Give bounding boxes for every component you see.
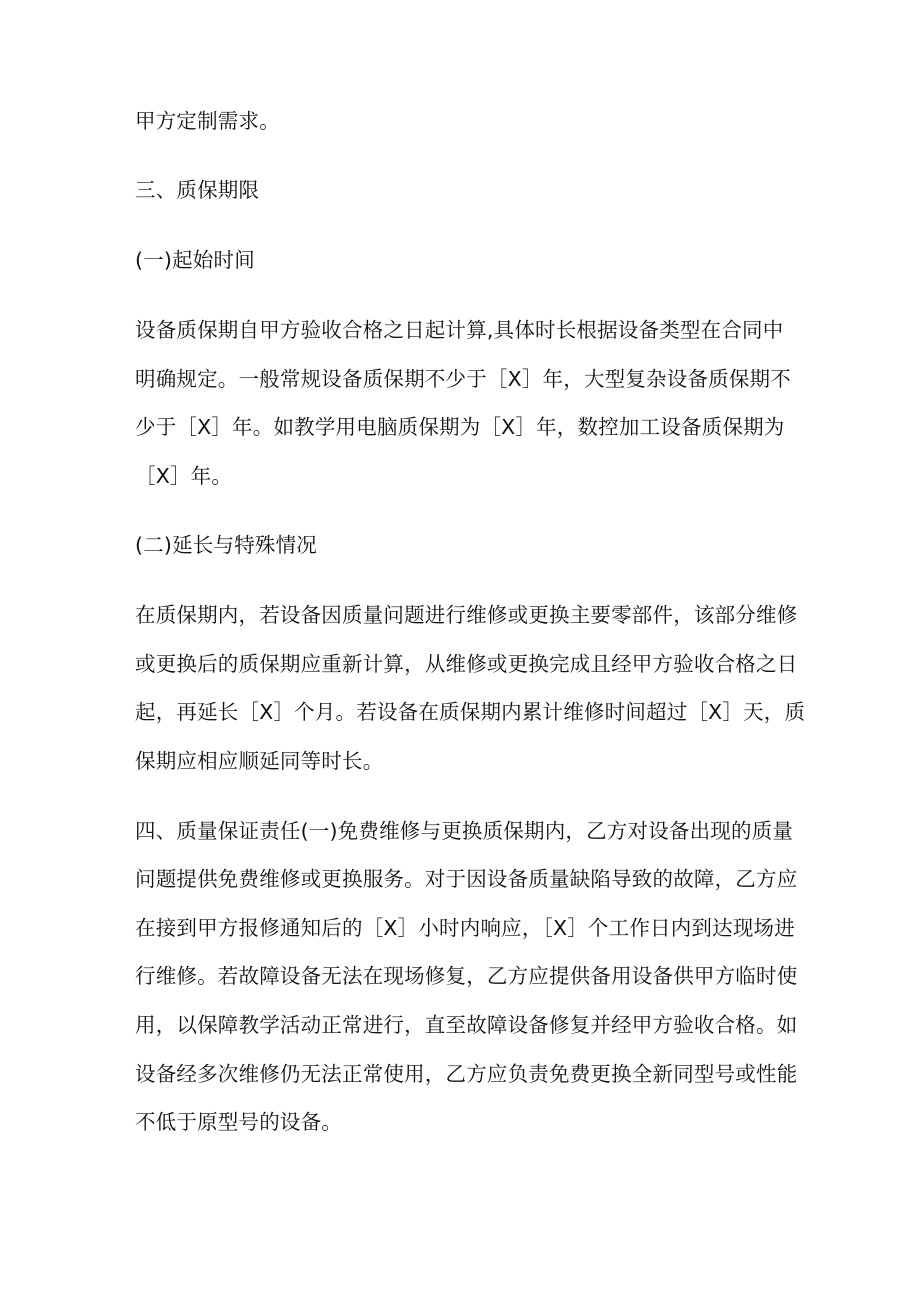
paragraph-quality-assurance-line: 行维修。若故障设备无法在现场修复，乙方应提供备用设备供甲方临时使	[135, 964, 798, 988]
paragraph-quality-assurance-line: 四、质量保证责任(一)免费维修与更换质保期内，乙方对设备出现的质量	[135, 819, 794, 843]
paragraph-quality-assurance-line: 设备经多次维修仍无法正常使用，乙方应负责免费更换全新同型号或性能	[135, 1062, 798, 1086]
paragraph-extension-line: 保期应相应顺延同等时长。	[135, 749, 384, 773]
paragraph-start-time-line: ［X］年。	[135, 464, 233, 488]
paragraph-extension-line: 或更换后的质保期应重新计算，从维修或更换完成且经甲方验收合格之日	[135, 652, 798, 676]
paragraph-continuation-line: 甲方定制需求。	[135, 109, 280, 133]
section-heading-warranty-period: 三、质保期限	[135, 178, 260, 202]
paragraph-start-time-line: 设备质保期自甲方验收合格之日起计算,具体时长根据设备类型在合同中	[135, 318, 784, 342]
paragraph-quality-assurance-line: 不低于原型号的设备。	[135, 1110, 342, 1134]
subsection-heading-extension: (二)延长与特殊情况	[135, 533, 317, 557]
paragraph-quality-assurance-line: 问题提供免费维修或更换服务。对于因设备质量缺陷导致的故障，乙方应	[135, 867, 798, 891]
paragraph-start-time-line: 少于［X］年。如教学用电脑质保期为［X］年，数控加工设备质保期为	[135, 415, 785, 439]
paragraph-extension-line: 在质保期内，若设备因质量问题进行维修或更换主要零部件，该部分维修	[135, 603, 798, 627]
subsection-heading-start-time: (一)起始时间	[135, 248, 255, 272]
paragraph-quality-assurance-line: 用，以保障教学活动正常进行，直至故障设备修复并经甲方验收合格。如	[135, 1013, 798, 1037]
paragraph-extension-line: 起，再延长［X］个月。若设备在质保期内累计维修时间超过［X］天，质	[135, 700, 806, 724]
paragraph-start-time-line: 明确规定。一般常规设备质保期不少于［X］年，大型复杂设备质保期不	[135, 367, 791, 391]
paragraph-quality-assurance-line: 在接到甲方报修通知后的［X］小时内响应，［X］个工作日内到达现场进	[135, 916, 795, 940]
